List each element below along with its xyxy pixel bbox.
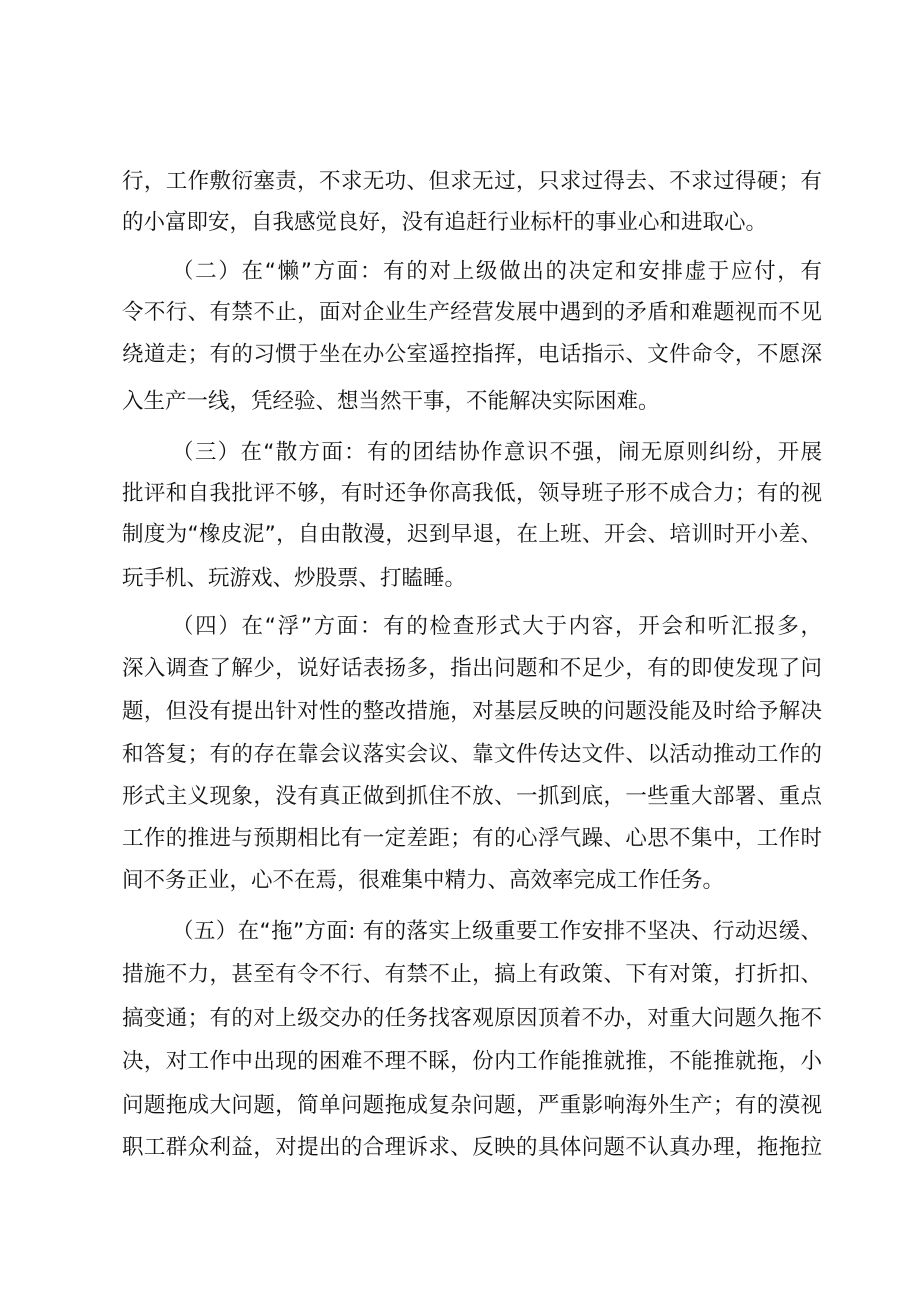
body-text-line: 令不行、有禁不止，面对企业生产经营发展中遇到的矛盾和难题视而不见 <box>122 300 822 325</box>
body-text-line: 绕道走；有的习惯于坐在办公室遥控指挥，电话指示、文件命令，不愿深 <box>122 342 822 367</box>
body-text-line: 决，对工作中出现的困难不理不睬，份内工作能推就推，不能推就拖，小 <box>122 1049 822 1074</box>
body-text-line: 题，但没有提出针对性的整改措施，对基层反映的问题没能及时给予解决 <box>122 699 822 724</box>
body-text-line: 间不务正业，心不在焉，很难集中精力、高效率完成工作任务。 <box>122 868 725 893</box>
section-3-heading-line: （三）在“散方面：有的团结协作意识不强，闹无原则纠纷，开展 <box>172 440 822 465</box>
body-text-line: 的小富即安，自我感觉良好，没有追赶行业标杆的事业心和进取心。 <box>122 210 768 235</box>
body-text-line: 形式主义现象，没有真正做到抓住不放、一抓到底，一些重大部署、重点 <box>122 784 822 809</box>
body-text-line: 制度为“橡皮泥”，自由散漫，迟到早退，在上班、开会、培训时开小差、 <box>122 522 822 547</box>
body-text-line: 批评和自我批评不够，有时还争你高我低，领导班子形不成合力；有的视 <box>122 481 822 506</box>
body-text-line: 职工群众利益，对提出的合理诉求、反映的具体问题不认真办理，拖拖拉 <box>122 1135 822 1160</box>
body-text-line: 问题拖成大问题，简单问题拖成复杂问题，严重影响海外生产；有的漠视 <box>122 1093 822 1118</box>
body-text-line: 工作的推进与预期相比有一定差距；有的心浮气躁、心思不集中，工作时 <box>122 826 822 851</box>
section-4-heading-line: （四）在“浮”方面：有的检查形式大于内容，开会和听汇报多， <box>172 614 822 639</box>
body-text-line: 行，工作敷衍塞责，不求无功、但求无过，只求过得去、不求过得硬；有 <box>122 169 822 194</box>
body-text-line: 搞变通；有的对上级交办的任务找客观原因顶着不办，对重大问题久拖不 <box>122 1006 822 1031</box>
body-text-line: 和答复；有的存在靠会议落实会议、靠文件传达文件、以活动推动工作的 <box>122 742 822 767</box>
section-5-heading-line: （五）在“拖”方面: 有的落实上级重要工作安排不坚决、行动迟缓、 <box>172 919 822 944</box>
body-text-line: 措施不力，甚至有令不行、有禁不止，搞上有政策、下有对策，打折扣、 <box>122 962 822 987</box>
body-text-line: 深入调查了解少，说好话表扬多，指出问题和不足少，有的即使发现了问 <box>122 656 822 681</box>
section-2-heading-line: （二）在“懒”方面：有的对上级做出的决定和安排虚于应付，有 <box>172 259 822 284</box>
body-text-line: 玩手机、玩游戏、炒股票、打瞌睡。 <box>122 566 467 591</box>
body-text-line: 入生产一线，凭经验、想当然干事，不能解决实际困难。 <box>122 389 660 414</box>
